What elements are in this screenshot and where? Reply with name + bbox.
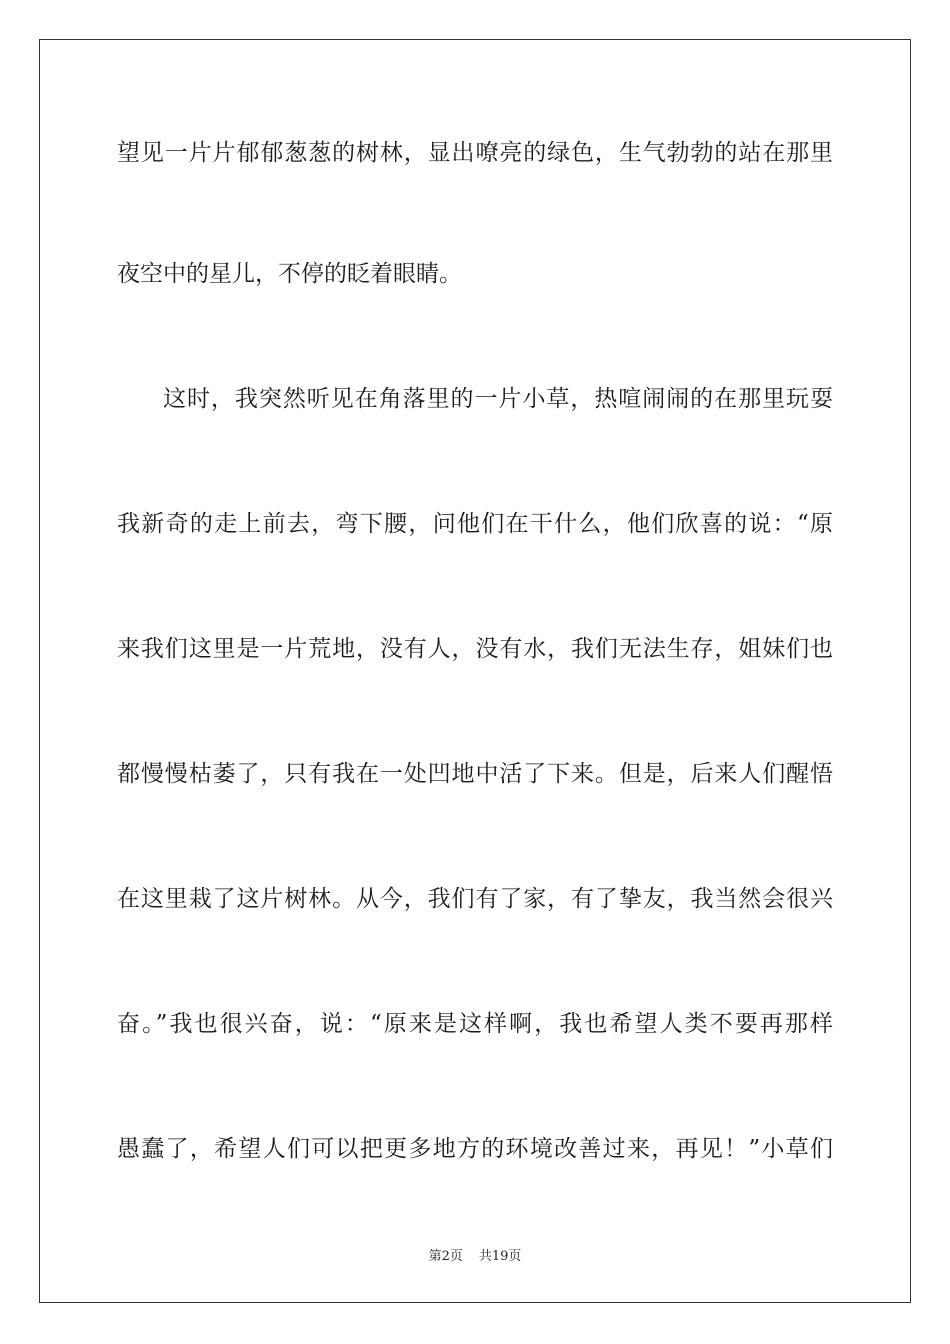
paragraph-line-5: 来我们这里是一片荒地，没有人，没有水，我们无法生存，姐妹们也: [117, 636, 833, 662]
paragraph-line-6: 都慢慢枯萎了，只有我在一处凹地中活了下来。但是，后来人们醒悟: [117, 761, 833, 787]
paragraph-line-8: 奋。”我也很兴奋，说：“原来是这样啊，我也希望人类不要再那样: [117, 1011, 833, 1037]
paragraph-line-4: 我新奇的走上前去，弯下腰，问他们在干什么，他们欣喜的说：“原: [117, 511, 833, 537]
page-number: 第2页: [428, 1249, 463, 1264]
paragraph-line-7: 在这里栽了这片树林。从今，我们有了家，有了挚友，我当然会很兴: [117, 886, 833, 912]
total-pages: 共19页: [478, 1249, 522, 1264]
paragraph-line-3: 这时，我突然听见在角落里的一片小草，热喧闹闹的在那里玩耍: [163, 386, 833, 412]
paragraph-line-9: 愚蠢了，希望人们可以把更多地方的环境改善过来，再见！”小草们: [117, 1136, 833, 1162]
paragraph-line-2: 夜空中的星儿，不停的眨着眼睛。: [117, 261, 462, 287]
paragraph-line-1: 望见一片片郁郁葱葱的树林，显出嘹亮的绿色，生气勃勃的站在那里: [117, 140, 833, 166]
page-border: [39, 39, 911, 1303]
page-footer: [0, 1248, 950, 1266]
